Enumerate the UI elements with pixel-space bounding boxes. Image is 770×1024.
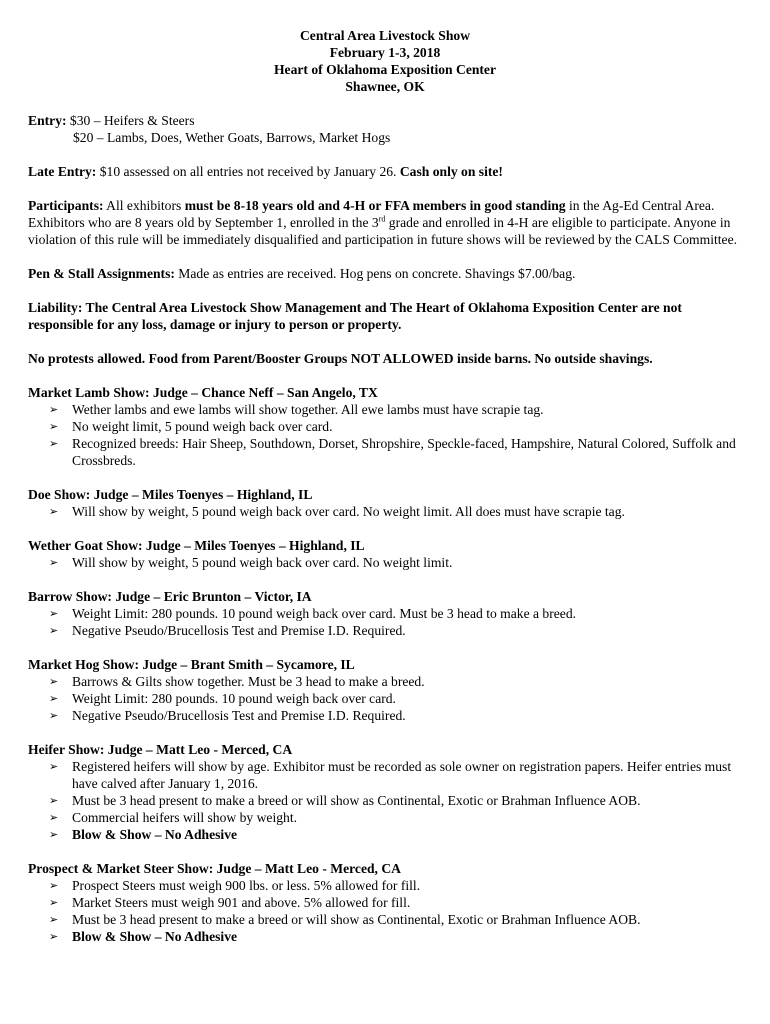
arrow-bullet-icon: ➢ (49, 403, 59, 416)
rule-text: Market Steers must weigh 901 and above. 5% allowed for fill. (72, 895, 411, 910)
arrow-bullet-icon: ➢ (49, 794, 59, 807)
document-header (28, 27, 742, 95)
show-rules-list (28, 554, 742, 571)
rule-item (28, 894, 742, 911)
rule-item (28, 792, 742, 809)
rule-text: Prospect Steers must weigh 900 lbs. or less. 5% allowed for fill. (72, 878, 421, 893)
show-title: Wether Goat Show: Judge – Miles Toenyes – Highland, IL (28, 538, 365, 553)
arrow-bullet-icon: ➢ (49, 828, 59, 841)
rule-item (28, 911, 742, 928)
arrow-bullet-icon: ➢ (49, 505, 59, 518)
show-section (28, 860, 742, 945)
show-dates: February 1-3, 2018 (329, 45, 441, 60)
pens-text: Made as entries are received. Hog pens on concrete. Shavings $7.00/bag. (174, 266, 576, 281)
arrow-bullet-icon: ➢ (49, 437, 59, 450)
rule-item (28, 673, 742, 690)
arrow-bullet-icon: ➢ (49, 896, 59, 909)
rule-text: Wether lambs and ewe lambs will show together. All ewe lambs must have scrapie tag. (72, 402, 544, 417)
rule-item (28, 503, 742, 520)
rule-item (28, 877, 742, 894)
show-title: Doe Show: Judge – Miles Toenyes – Highland, IL (28, 487, 313, 502)
show-title: Market Lamb Show: Judge – Chance Neff – San Angelo, TX (28, 385, 378, 400)
participants-text-3: grade and enrolled in 4-H are eligible to participate. Anyone in violation of this rule will be immediately disqualified and participation in future shows will be reviewed by the CALS Committee. (28, 215, 737, 247)
rule-text: Registered heifers will show by age. Exhibitor must be recorded as sole owner on registration papers. Heifer entries must have calved after January 1, 2016. (72, 759, 732, 791)
liability-text: Liability: The Central Area Livestock Show Management and The Heart of Oklahoma Exposition Center are not responsible for any loss, damage or injury to person or property. (28, 300, 682, 332)
rule-text: Must be 3 head present to make a breed or will show as Continental, Exotic or Brahman Influence AOB. (72, 912, 641, 927)
show-title: Market Hog Show: Judge – Brant Smith – Sycamore, IL (28, 657, 355, 672)
rule-item (28, 809, 742, 826)
rule-item (28, 418, 742, 435)
show-title: Barrow Show: Judge – Eric Brunton – Victor, IA (28, 589, 312, 604)
show-rules-list (28, 877, 742, 945)
arrow-bullet-icon: ➢ (49, 624, 59, 637)
show-title: Central Area Livestock Show (299, 28, 471, 43)
pens-section (28, 265, 742, 282)
entry-section (28, 112, 742, 146)
arrow-bullet-icon: ➢ (49, 760, 59, 773)
participants-text-2: in the Ag-Ed Central Area. Exhibitors who are 8 years old by September 1, enrolled in the 3 (28, 198, 715, 230)
arrow-bullet-icon: ➢ (49, 913, 59, 926)
participants-label: Participants: (28, 198, 104, 213)
rule-item (28, 554, 742, 571)
rule-item (28, 605, 742, 622)
rule-item (28, 758, 742, 792)
rule-text: Will show by weight, 5 pound weigh back over card. No weight limit. All does must have scrapie tag. (72, 504, 625, 519)
late-entry-section (28, 163, 742, 180)
rule-text: Weight Limit: 280 pounds. 10 pound weigh back over card. Must be 3 head to make a breed. (72, 606, 577, 621)
participants-sup: rd (378, 214, 386, 224)
rule-text: Weight Limit: 280 pounds. 10 pound weigh back over card. (72, 691, 396, 706)
rule-item (28, 928, 742, 945)
arrow-bullet-icon: ➢ (49, 420, 59, 433)
rule-text: No weight limit, 5 pound weigh back over card. (72, 419, 333, 434)
arrow-bullet-icon: ➢ (49, 811, 59, 824)
show-rules-list (28, 605, 742, 639)
arrow-bullet-icon: ➢ (49, 692, 59, 705)
show-title: Prospect & Market Steer Show: Judge – Matt Leo - Merced, CA (28, 861, 401, 876)
entry-fee-2: $20 – Lambs, Does, Wether Goats, Barrows, Market Hogs (73, 130, 391, 145)
show-location: Shawnee, OK (345, 79, 425, 94)
show-section (28, 741, 742, 843)
late-entry-cash: Cash only on site! (399, 164, 503, 179)
protests-section (28, 350, 742, 367)
participants-requirement: must be 8-18 years old and 4-H or FFA members in good standing (184, 198, 566, 213)
arrow-bullet-icon: ➢ (49, 930, 59, 943)
show-rules-list (28, 758, 742, 843)
late-entry-label: Late Entry: (28, 164, 97, 179)
arrow-bullet-icon: ➢ (49, 709, 59, 722)
liability-section (28, 299, 742, 333)
rule-text: Will show by weight, 5 pound weigh back over card. No weight limit. (72, 555, 453, 570)
show-section (28, 486, 742, 520)
show-section (28, 384, 742, 469)
show-section (28, 588, 742, 639)
rule-text: Blow & Show – No Adhesive (72, 929, 238, 944)
rule-item (28, 401, 742, 418)
participants-text-1: All exhibitors (103, 198, 185, 213)
rule-text: Recognized breeds: Hair Sheep, Southdown, Dorset, Shropshire, Speckle-faced, Hampshire, Natural Colored, Suffolk and Crossbreds. (72, 436, 736, 468)
show-title: Heifer Show: Judge – Matt Leo - Merced, CA (28, 742, 293, 757)
protests-text: No protests allowed. Food from Parent/Booster Groups NOT ALLOWED inside barns. No outside shavings. (28, 351, 653, 366)
rule-text: Barrows & Gilts show together. Must be 3 head to make a breed. (72, 674, 425, 689)
rule-text: Commercial heifers will show by weight. (72, 810, 298, 825)
participants-section (28, 197, 742, 248)
rule-item (28, 435, 742, 469)
rule-text: Blow & Show – No Adhesive (72, 827, 238, 842)
rule-item (28, 690, 742, 707)
rule-text: Must be 3 head present to make a breed or will show as Continental, Exotic or Brahman Influence AOB. (72, 793, 641, 808)
entry-fee-1: $30 – Heifers & Steers (66, 113, 195, 128)
show-section (28, 656, 742, 724)
arrow-bullet-icon: ➢ (49, 675, 59, 688)
show-venue: Heart of Oklahoma Exposition Center (273, 62, 497, 77)
late-entry-text: $10 assessed on all entries not received by January 26. (96, 164, 400, 179)
show-rules-list (28, 673, 742, 724)
show-rules-list (28, 503, 742, 520)
rule-text: Negative Pseudo/Brucellosis Test and Premise I.D. Required. (72, 623, 406, 638)
show-rules-list (28, 401, 742, 469)
pens-label: Pen & Stall Assignments: (28, 266, 175, 281)
entry-label: Entry: (28, 113, 67, 128)
arrow-bullet-icon: ➢ (49, 556, 59, 569)
arrow-bullet-icon: ➢ (49, 607, 59, 620)
shows-list (28, 384, 742, 945)
rule-item (28, 707, 742, 724)
rule-text: Negative Pseudo/Brucellosis Test and Premise I.D. Required. (72, 708, 406, 723)
show-section (28, 537, 742, 571)
rule-item (28, 826, 742, 843)
rule-item (28, 622, 742, 639)
arrow-bullet-icon: ➢ (49, 879, 59, 892)
